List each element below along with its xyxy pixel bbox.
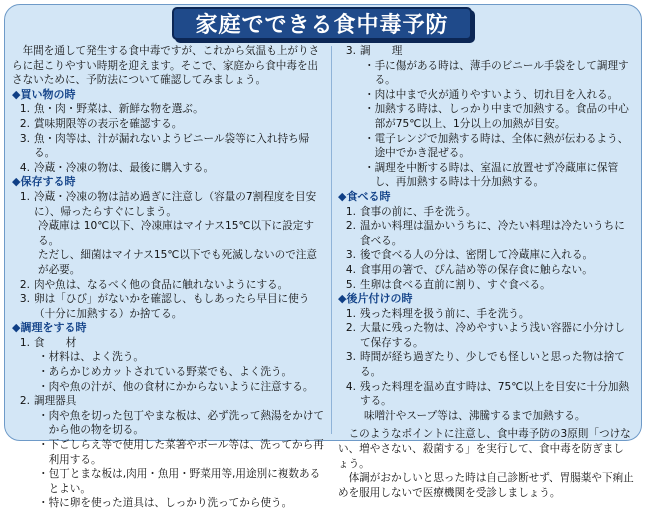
list-item: 1. 食事の前に、手を洗う。	[345, 205, 477, 218]
after-list	[338, 307, 634, 424]
list-bullet: ・ 特に卵を使った道具は、しっかり洗ってから使う。	[38, 497, 293, 510]
right-column	[338, 44, 634, 500]
list-item: 4. 冷蔵・冷凍の物は、最後に購入する。	[19, 161, 215, 174]
list-bullet: ・ 手に傷がある時は、薄手のビニール手袋をして調理する。	[364, 59, 629, 87]
list-item: 3. 魚・肉等は、汁が漏れないようビニール袋等に入れ持ち帰る。	[19, 132, 310, 160]
list-item: 2. 賞味期限等の表示を確認する。	[19, 117, 183, 130]
list-item: 1. 魚・肉・野菜は、新鮮な物を選ぶ。	[19, 103, 204, 116]
list-item: 1. 食 材	[19, 336, 77, 349]
heading-buy: ◆買い物の時	[12, 87, 76, 101]
list-item: 2. 調理器具	[19, 395, 77, 408]
heading-eat: ◆食べる時	[338, 189, 391, 203]
list-bullet: ・ 加熱する時は、しっかり中まで加熱する。食品の中心部が75℃以上、1分以上の加熱が目安。	[364, 103, 629, 130]
list-bullet: ・ 肉は中まで火が通りやすいよう、切れ目を入れる。	[364, 88, 619, 101]
list-item: 2. 大量に残った物は、冷めやすいよう浅い容器に小分けして保存する。	[345, 322, 625, 349]
closing-message	[338, 427, 634, 500]
list-item: 4. 残った料理を温め直す時は、75℃以上を目安に十分加熱する。	[345, 380, 630, 408]
list-item: 2. 温かい料理は温かいうちに、冷たい料理は冷たいうちに食べる。	[345, 220, 625, 247]
list-bullet: ・ 肉や魚の汁が、他の食材にかからないように注意する。	[38, 380, 314, 393]
title-banner	[172, 7, 472, 40]
store-list	[12, 190, 326, 321]
list-item: 3. 後で食べる人の分は、密閉して冷蔵庫に入れる。	[345, 249, 594, 262]
heading-store: ◆保存する時	[12, 175, 76, 189]
left-column	[12, 44, 326, 511]
list-bullet: ・ 調理を中断する時は、室温に放置せず冷蔵庫に保管し、再加熱する時は十分加熱する。	[364, 161, 619, 189]
list-item: 1. 残った料理を扱う前に、手を洗う。	[345, 307, 530, 320]
list-bullet: ・ 肉や魚を切った包丁やまな板は、必ず洗って熱湯をかけてから他の物を切る。	[38, 409, 325, 437]
column-divider	[331, 46, 332, 434]
closing-paragraph: このようなポイントに注意し、食中毒予防の3原則「つけない、増やさない、殺菌する」を実行して、食中毒を防ぎましょう。	[338, 428, 631, 470]
list-bullet: ・ 包丁とまな板は,肉用・魚用・野菜用等,用途別に複数あるとよい。	[38, 468, 321, 495]
list-item: 3. 時間が経ち過ぎたり、少しでも怪しいと思った物は捨てる。	[345, 351, 625, 379]
intro-paragraph: 年間を通して発生する食中毒ですが、これから気温も上がりさらに起こりやすい時期を迎えます。そこで、家庭から食中毒を出さないために、予防法について確認してみましょう。	[12, 45, 320, 87]
list-item: 1. 冷蔵・冷凍の物は詰め過ぎに注意し（容量の7割程度を目安に）、帰ったらすぐにしまう。	[19, 190, 317, 218]
closing-paragraph: 体調がおかしいと思った時は自己診断せず、胃腸薬や下痢止めを服用しないで医療機関を受診しましょう。	[338, 472, 634, 499]
heading-after: ◆後片付けの時	[338, 292, 413, 306]
list-item: 4. 食事用の箸で、ぴん詰め等の保存食に触らない。	[345, 263, 593, 276]
list-subitem: 味噌汁やスープ等は、沸騰するまで加熱する。	[364, 409, 586, 422]
cook-list	[12, 336, 326, 511]
list-subitem: 冷蔵庫は 10℃以下、冷凍庫はマイナス15℃以下に設定する。	[38, 220, 314, 247]
list-bullet: ・ あらかじめカットされている野菜でも、よく洗う。	[38, 366, 293, 379]
list-item: 2. 肉や魚は、なるべく他の食品に触れないようにする。	[19, 278, 289, 291]
list-item: 3. 調 理	[345, 45, 403, 57]
eat-list	[338, 205, 634, 293]
buy-list	[12, 102, 326, 175]
list-item: 3. 卵は「ひび」がないかを確認し、もしあったら早目に使う（十分に加熱する）か捨てる。	[19, 293, 310, 320]
page-title: 家庭でできる食中毒予防	[195, 13, 449, 38]
heading-cook: ◆調理をする時	[12, 321, 87, 335]
list-bullet: ・ 電子レンジで加熱する時は、全体に熱が伝わるよう、途中でかき混ぜる。	[364, 132, 629, 160]
list-bullet: ・ 材料は、よく洗う。	[38, 351, 144, 364]
list-subitem: ただし、細菌はマイナス15℃以下でも死滅しないので注意が必要。	[38, 249, 317, 276]
list-item: 5. 生卵は食べる直前に割り、すぐ食べる。	[345, 278, 551, 291]
list-bullet: ・ 下ごしらえ等で使用した菜箸やボール等は、洗ってから再利用する。	[38, 439, 324, 466]
